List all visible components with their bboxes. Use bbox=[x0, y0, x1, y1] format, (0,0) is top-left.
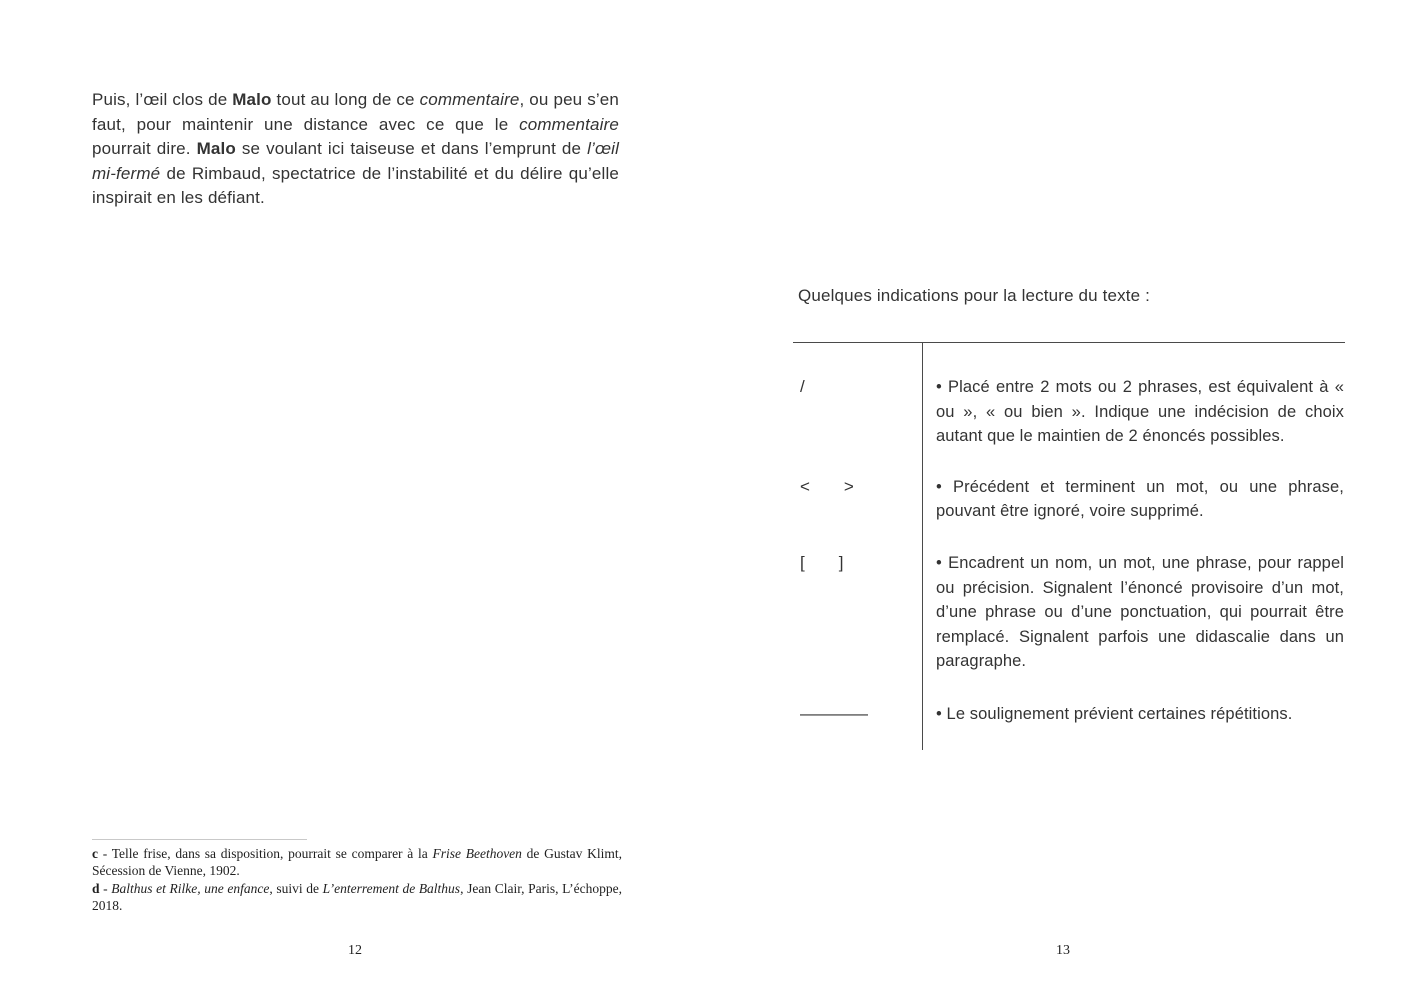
text-segment: de Rimbaud, spectatrice de l’instabilité et du délire qu’elle inspirait en les défiant. bbox=[92, 163, 619, 208]
text-segment-bold: Malo bbox=[196, 139, 236, 159]
page-number-left: 12 bbox=[348, 943, 362, 958]
legend-heading: Quelques indications pour la lecture du texte : bbox=[798, 286, 1150, 305]
legend-table bbox=[793, 342, 1345, 750]
legend-row bbox=[793, 343, 1345, 449]
footnote-marker: c bbox=[92, 846, 98, 861]
page-number-right: 13 bbox=[1056, 943, 1070, 958]
text-segment: , ou peu s’en faut, pour maintenir une distance avec ce que le bbox=[92, 90, 619, 134]
text-segment-bold: Malo bbox=[232, 90, 272, 109]
footnote-d bbox=[92, 880, 622, 915]
text-segment: se voulant ici taiseuse et dans l’emprunt de bbox=[235, 139, 588, 159]
legend-symbol-angle-brackets: < > bbox=[800, 476, 854, 496]
legend-row bbox=[793, 524, 1345, 674]
text-segment: Puis, l’œil clos de bbox=[92, 90, 233, 109]
footnote-marker: d bbox=[92, 880, 100, 896]
footnotes bbox=[92, 845, 622, 914]
legend-symbol-slash: / bbox=[800, 377, 805, 396]
body-paragraph bbox=[92, 88, 619, 211]
text-segment-italic: commentaire bbox=[519, 114, 619, 134]
legend-row bbox=[793, 449, 1345, 524]
footnote-c bbox=[92, 845, 622, 880]
legend-description: • Placé entre 2 mots ou 2 phrases, est équivalent à « ou », « ou bien ». Indique une indécision de choix autant que le maintien de 2 énoncés possibles. bbox=[922, 343, 1345, 449]
legend-symbol-underline: ———— bbox=[800, 703, 868, 723]
text-segment-italic: L’enterrement de Balthus bbox=[322, 880, 461, 896]
legend-description: • Précédent et terminent un mot, ou une phrase, pouvant être ignoré, voire supprimé. bbox=[922, 449, 1345, 524]
text-segment-italic: l’œil mi-fermé bbox=[92, 139, 619, 183]
legend-row bbox=[793, 674, 1345, 750]
legend-description: • Encadrent un nom, un mot, une phrase, pour rappel ou précision. Signalent l’énoncé provisoire d’un mot, d’une phrase ou d’une ponctuation, qui pourrait être remplacé. Signalent parfois une didascalie dans un paragraphe. bbox=[922, 524, 1345, 674]
text-segment: de Gustav Klimt, Sécession de Vienne, 1902. bbox=[92, 846, 622, 879]
text-segment: , suivi de bbox=[269, 880, 323, 896]
text-segment: tout au long de ce bbox=[271, 90, 420, 109]
footnote-divider bbox=[92, 839, 307, 840]
legend-description: • Le soulignement prévient certaines répétitions. bbox=[922, 674, 1345, 750]
text-segment: - Telle frise, dans sa disposition, pourrait se comparer à la bbox=[98, 846, 433, 861]
text-segment: , Jean Clair, Paris, L’échoppe, 2018. bbox=[92, 880, 622, 913]
text-segment: pourrait dire. bbox=[92, 139, 197, 159]
text-segment-italic: Frise Beethoven bbox=[432, 846, 522, 861]
text-segment: - bbox=[99, 880, 112, 896]
legend-symbol-square-brackets: [ ] bbox=[800, 552, 844, 572]
text-segment-italic: Balthus et Rilke, une enfance bbox=[111, 880, 270, 896]
text-segment-italic: commentaire bbox=[419, 90, 520, 109]
